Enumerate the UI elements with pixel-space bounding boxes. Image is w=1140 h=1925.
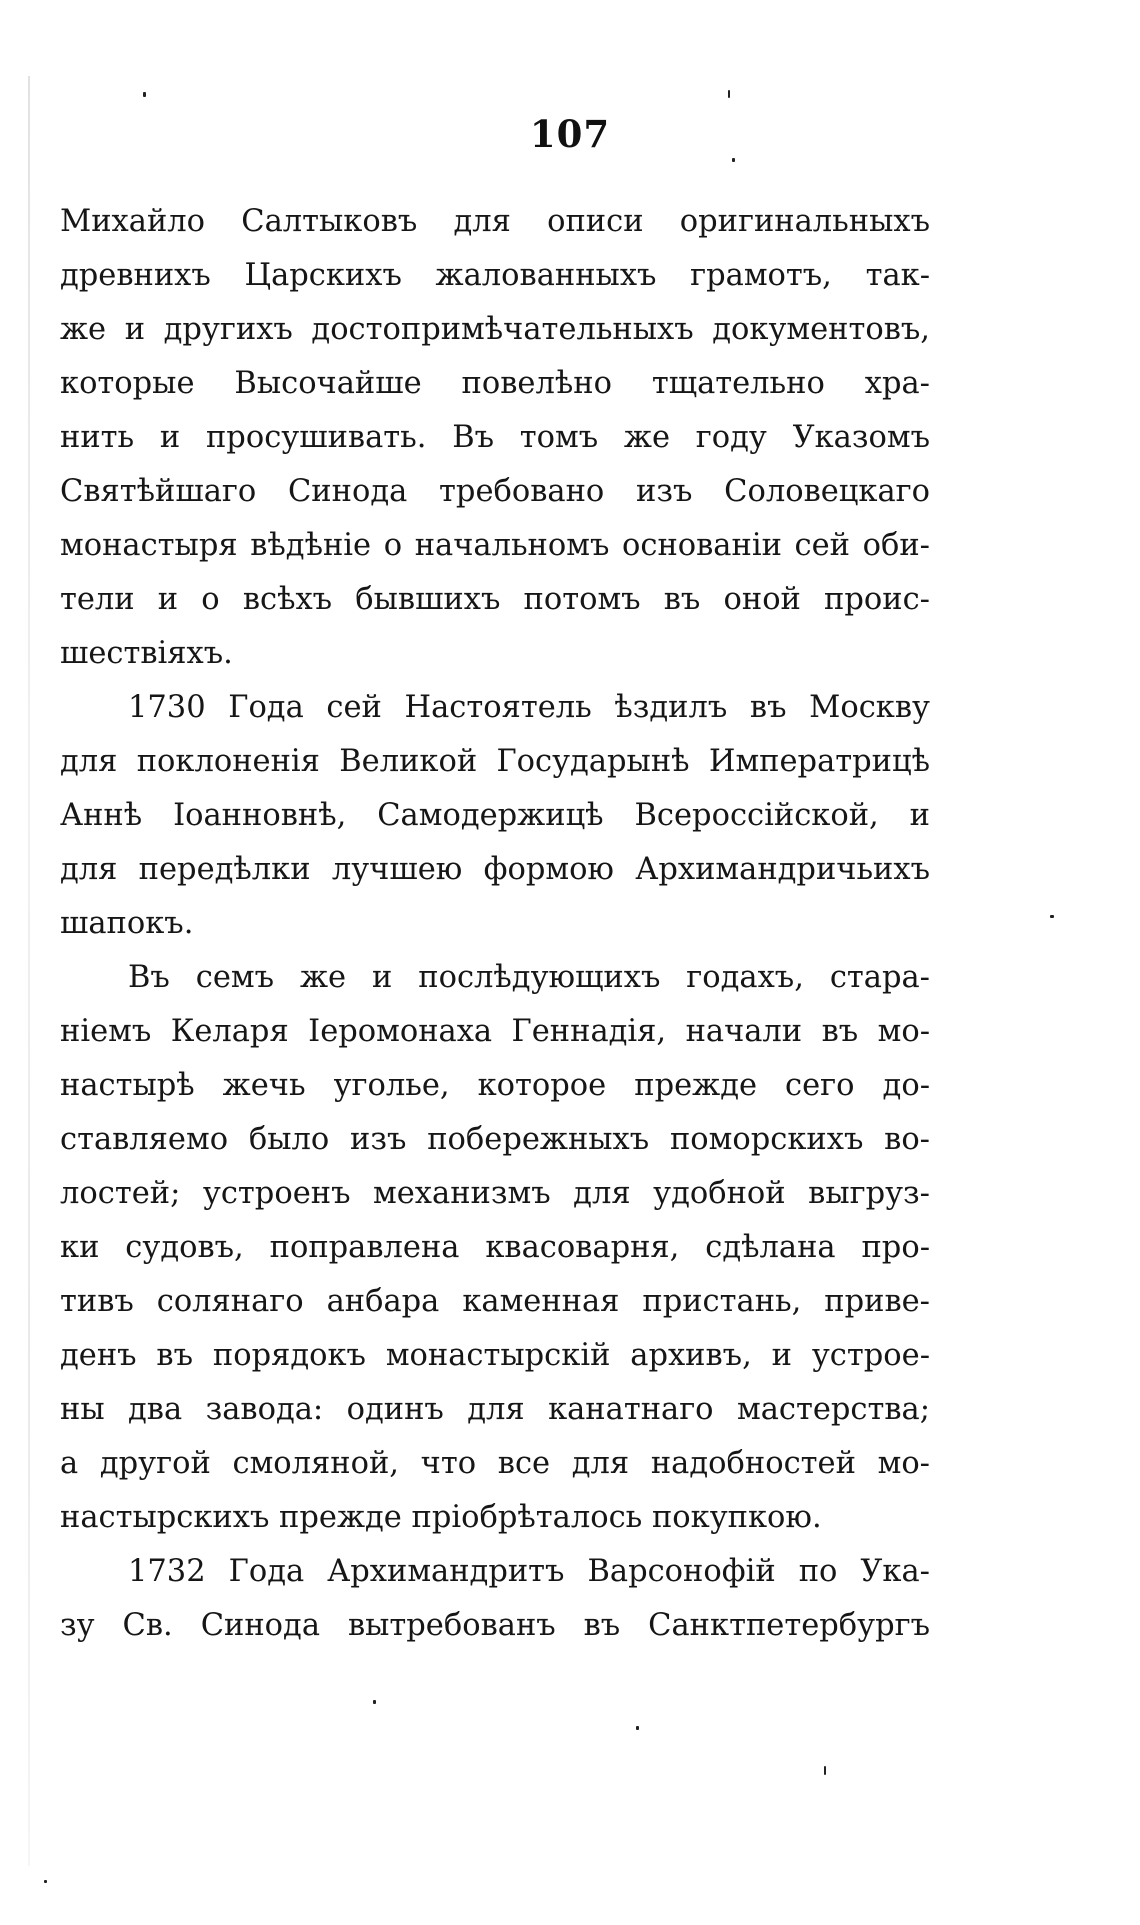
page-edge-shadow bbox=[28, 76, 30, 1866]
scan-speck bbox=[1050, 915, 1054, 918]
text-line: Михайло Салтыковъ для описи оригинальныхъ bbox=[60, 204, 930, 239]
body-text bbox=[60, 195, 930, 1653]
text-line: же и другихъ достопримѣчательныхъ документовъ, bbox=[60, 312, 930, 347]
text-line: 1730 Года сей Настоятель ѣздилъ въ Москву bbox=[128, 690, 930, 725]
text-line: нить и просушивать. Въ томъ же году Указомъ bbox=[60, 420, 930, 455]
text-line: настырѣ жечь уголье, которое прежде сего до- bbox=[60, 1068, 930, 1103]
text-line: для передѣлки лучшею формою Архимандричьихъ bbox=[60, 852, 930, 887]
text-line: древнихъ Царскихъ жалованныхъ грамотъ, так- bbox=[60, 258, 930, 293]
scan-speck bbox=[728, 90, 730, 98]
text-line: для поклоненія Великой Государынѣ Императрицѣ bbox=[60, 744, 930, 779]
text-line: шапокъ. bbox=[60, 906, 194, 941]
page-number: 107 bbox=[529, 112, 611, 156]
scan-speck bbox=[143, 92, 146, 97]
text-line: Аннѣ Іоанновнѣ, Самодержицѣ Всероссійской, и bbox=[60, 798, 930, 833]
text-line: монастыря вѣдѣніе о начальномъ основаніи сей оби- bbox=[60, 528, 930, 563]
scan-speck bbox=[373, 1700, 376, 1704]
text-line: ставляемо было изъ побережныхъ поморскихъ во- bbox=[60, 1122, 930, 1157]
text-line: денъ въ порядокъ монастырскій архивъ, и устрое- bbox=[60, 1338, 930, 1373]
text-line: ки судовъ, поправлена квасоварня, сдѣлана про- bbox=[60, 1230, 930, 1265]
text-line: настырскихъ прежде пріобрѣталось покупкою. bbox=[60, 1500, 822, 1535]
scan-speck bbox=[732, 158, 735, 162]
text-line: Святѣйшаго Синода требовано изъ Соловецкаго bbox=[60, 474, 930, 509]
text-line: ніемъ Келаря Іеромонаха Геннадія, начали въ мо- bbox=[60, 1014, 930, 1049]
text-line: тивъ солянаго анбара каменная пристань, приве- bbox=[60, 1284, 930, 1319]
text-line: тели и о всѣхъ бывшихъ потомъ въ оной проис- bbox=[60, 582, 930, 617]
scan-speck bbox=[824, 1766, 826, 1775]
text-line: а другой смоляной, что все для надобностей мо- bbox=[60, 1446, 930, 1481]
scan-speck bbox=[44, 1880, 47, 1883]
text-line: которые Высочайше повелѣно тщательно хра- bbox=[60, 366, 930, 401]
text-line: Въ семъ же и послѣдующихъ годахъ, стара- bbox=[128, 960, 930, 995]
scan-speck bbox=[636, 1726, 639, 1730]
text-line: лостей; устроенъ механизмъ для удобной выгруз- bbox=[60, 1176, 930, 1211]
text-line: 1732 Года Архимандритъ Варсонофій по Ука- bbox=[128, 1554, 930, 1589]
text-line: ны два завода: одинъ для канатнаго мастерства; bbox=[60, 1392, 930, 1427]
text-line: шествіяхъ. bbox=[60, 636, 233, 671]
text-line: зу Св. Синода вытребованъ въ Санктпетербургъ bbox=[60, 1608, 930, 1643]
